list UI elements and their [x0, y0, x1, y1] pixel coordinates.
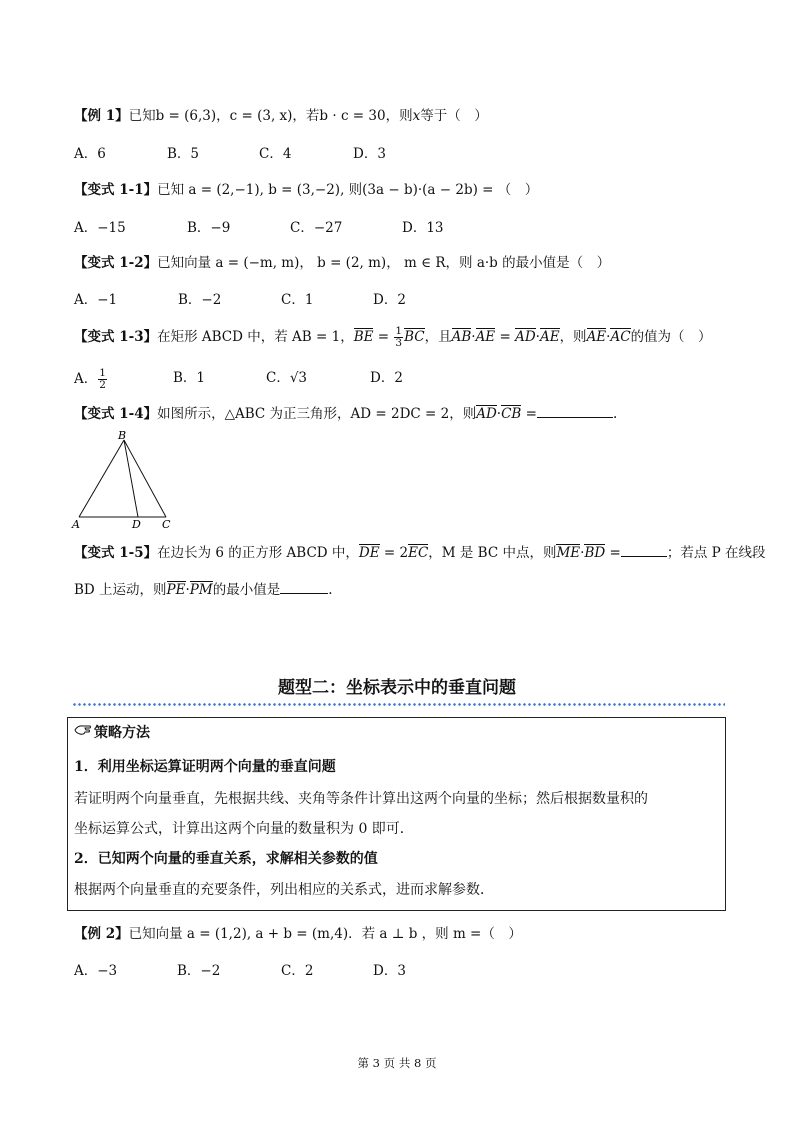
variant-1-3-option-b: B．1 [173, 370, 206, 386]
strategy-header: 策略方法 [74, 722, 150, 744]
label-d: D [132, 518, 141, 530]
strategy-heading-2: 2．已知两个向量的垂直关系，求解相关参数的值 [74, 851, 378, 867]
variant-1-1-option-c: C．−27 [290, 220, 343, 236]
variant-1-2-tag: 【变式 1-2】 [74, 255, 158, 271]
example-2-option-d: D．3 [373, 963, 406, 979]
strategy-box [67, 717, 726, 911]
example-1-option-c: C．4 [259, 146, 292, 162]
label-c: C [162, 518, 171, 530]
variant-1-5-question: 【变式 1-5】在边长为 6 的正方形 ABCD 中，DE = 2EC，M 是 BC 中点，则ME·BD = ；若点 P 在线段 [74, 545, 766, 561]
example-2-option-b: B．−2 [177, 963, 221, 979]
variant-1-3-option-d: D．2 [370, 370, 403, 386]
fraction-one-half: $\frac{1}{2}$ [99, 367, 106, 391]
example-1-tag: 【例 1】 [74, 108, 129, 124]
example-1-option-a: A．6 [74, 146, 106, 162]
example-1-option-d: D．3 [353, 146, 386, 162]
variant-1-5-question-line-2: BD 上运动，则PE·PM的最小值是 . [74, 582, 333, 598]
example-2-tag: 【例 2】 [74, 926, 129, 942]
fraction-one-third: $\frac{1}{3}$ [395, 325, 403, 349]
variant-1-2-option-a: A．−1 [74, 292, 118, 308]
variant-1-3-tag: 【变式 1-3】 [74, 329, 158, 345]
example-1-question: 【例 1】已知b = (6,3)，c = (3, x)，若b · c = 30，则x等于（ ） [74, 108, 488, 124]
page-footer: 第 3 页 共 8 页 [357, 1056, 437, 1070]
variant-1-1-option-d: D．13 [402, 220, 444, 236]
section-title: 题型二：坐标表示中的垂直问题 [278, 678, 516, 698]
variant-1-1-tag: 【变式 1-1】 [74, 182, 158, 198]
strategy-para-1b: 坐标运算公式，计算出这两个向量的数量积为 0 即可． [74, 821, 414, 837]
section-divider [72, 703, 725, 706]
strategy-para-1a: 若证明两个向量垂直，先根据共线、夹角等条件计算出这两个向量的坐标；然后根据数量积的 [74, 791, 648, 807]
variant-1-1-question: 【变式 1-1】已知 a = (2,−1), b = (3,−2), 则(3a − b)·(a − 2b) = （ ） [74, 182, 539, 198]
variant-1-3-question: 【变式 1-3】在矩形 ABCD 中，若 AB = 1，BE = $\frac{1}{3}$ BC，且AB·AE = AD·AE，则AE·AC的值为（ ） [74, 325, 712, 349]
answer-blank-2 [280, 581, 328, 594]
pointing-hand-icon [74, 722, 94, 744]
variant-1-2-option-b: B．−2 [178, 292, 222, 308]
example-2-option-c: C．2 [281, 963, 314, 979]
example-1-option-b: B．5 [167, 146, 200, 162]
example-2-question: 【例 2】已知向量 a = (1,2), a + b = (m,4)．若 a ⊥ b ，则 m =（ ） [74, 926, 522, 942]
answer-blank [537, 405, 613, 418]
variant-1-1-option-b: B．−9 [187, 220, 231, 236]
segment-bd [124, 440, 138, 517]
variant-1-4-question: 【变式 1-4】如图所示，△ABC 为正三角形，AD = 2DC = 2，则AD·CB = . [74, 406, 618, 422]
variant-1-3-option-c: C．√3 [266, 370, 308, 386]
variant-1-3-option-a: A． $\frac{1}{2}$ [74, 367, 106, 391]
label-b: B [118, 429, 127, 442]
side-bc [124, 440, 166, 517]
strategy-para-2: 根据两个向量垂直的充要条件，列出相应的关系式，进而求解参数． [74, 882, 494, 898]
strategy-heading-1: 1．利用坐标运算证明两个向量的垂直问题 [74, 759, 336, 775]
variant-1-1-option-a: A．−15 [74, 220, 126, 236]
variant-1-2-question: 【变式 1-2】已知向量 a = (−m, m)， b = (2, m)， m ∈ R，则 a·b 的最小值是（ ） [74, 255, 611, 271]
side-ab [79, 440, 124, 517]
answer-blank-1 [621, 544, 667, 557]
label-a: A [72, 518, 80, 530]
triangle-figure [68, 428, 178, 530]
variant-1-2-option-d: D．2 [373, 292, 406, 308]
variant-1-2-option-c: C．1 [281, 292, 314, 308]
variant-1-5-tag: 【变式 1-5】 [74, 545, 158, 561]
example-2-option-a: A．−3 [74, 963, 118, 979]
variant-1-4-tag: 【变式 1-4】 [74, 406, 158, 422]
